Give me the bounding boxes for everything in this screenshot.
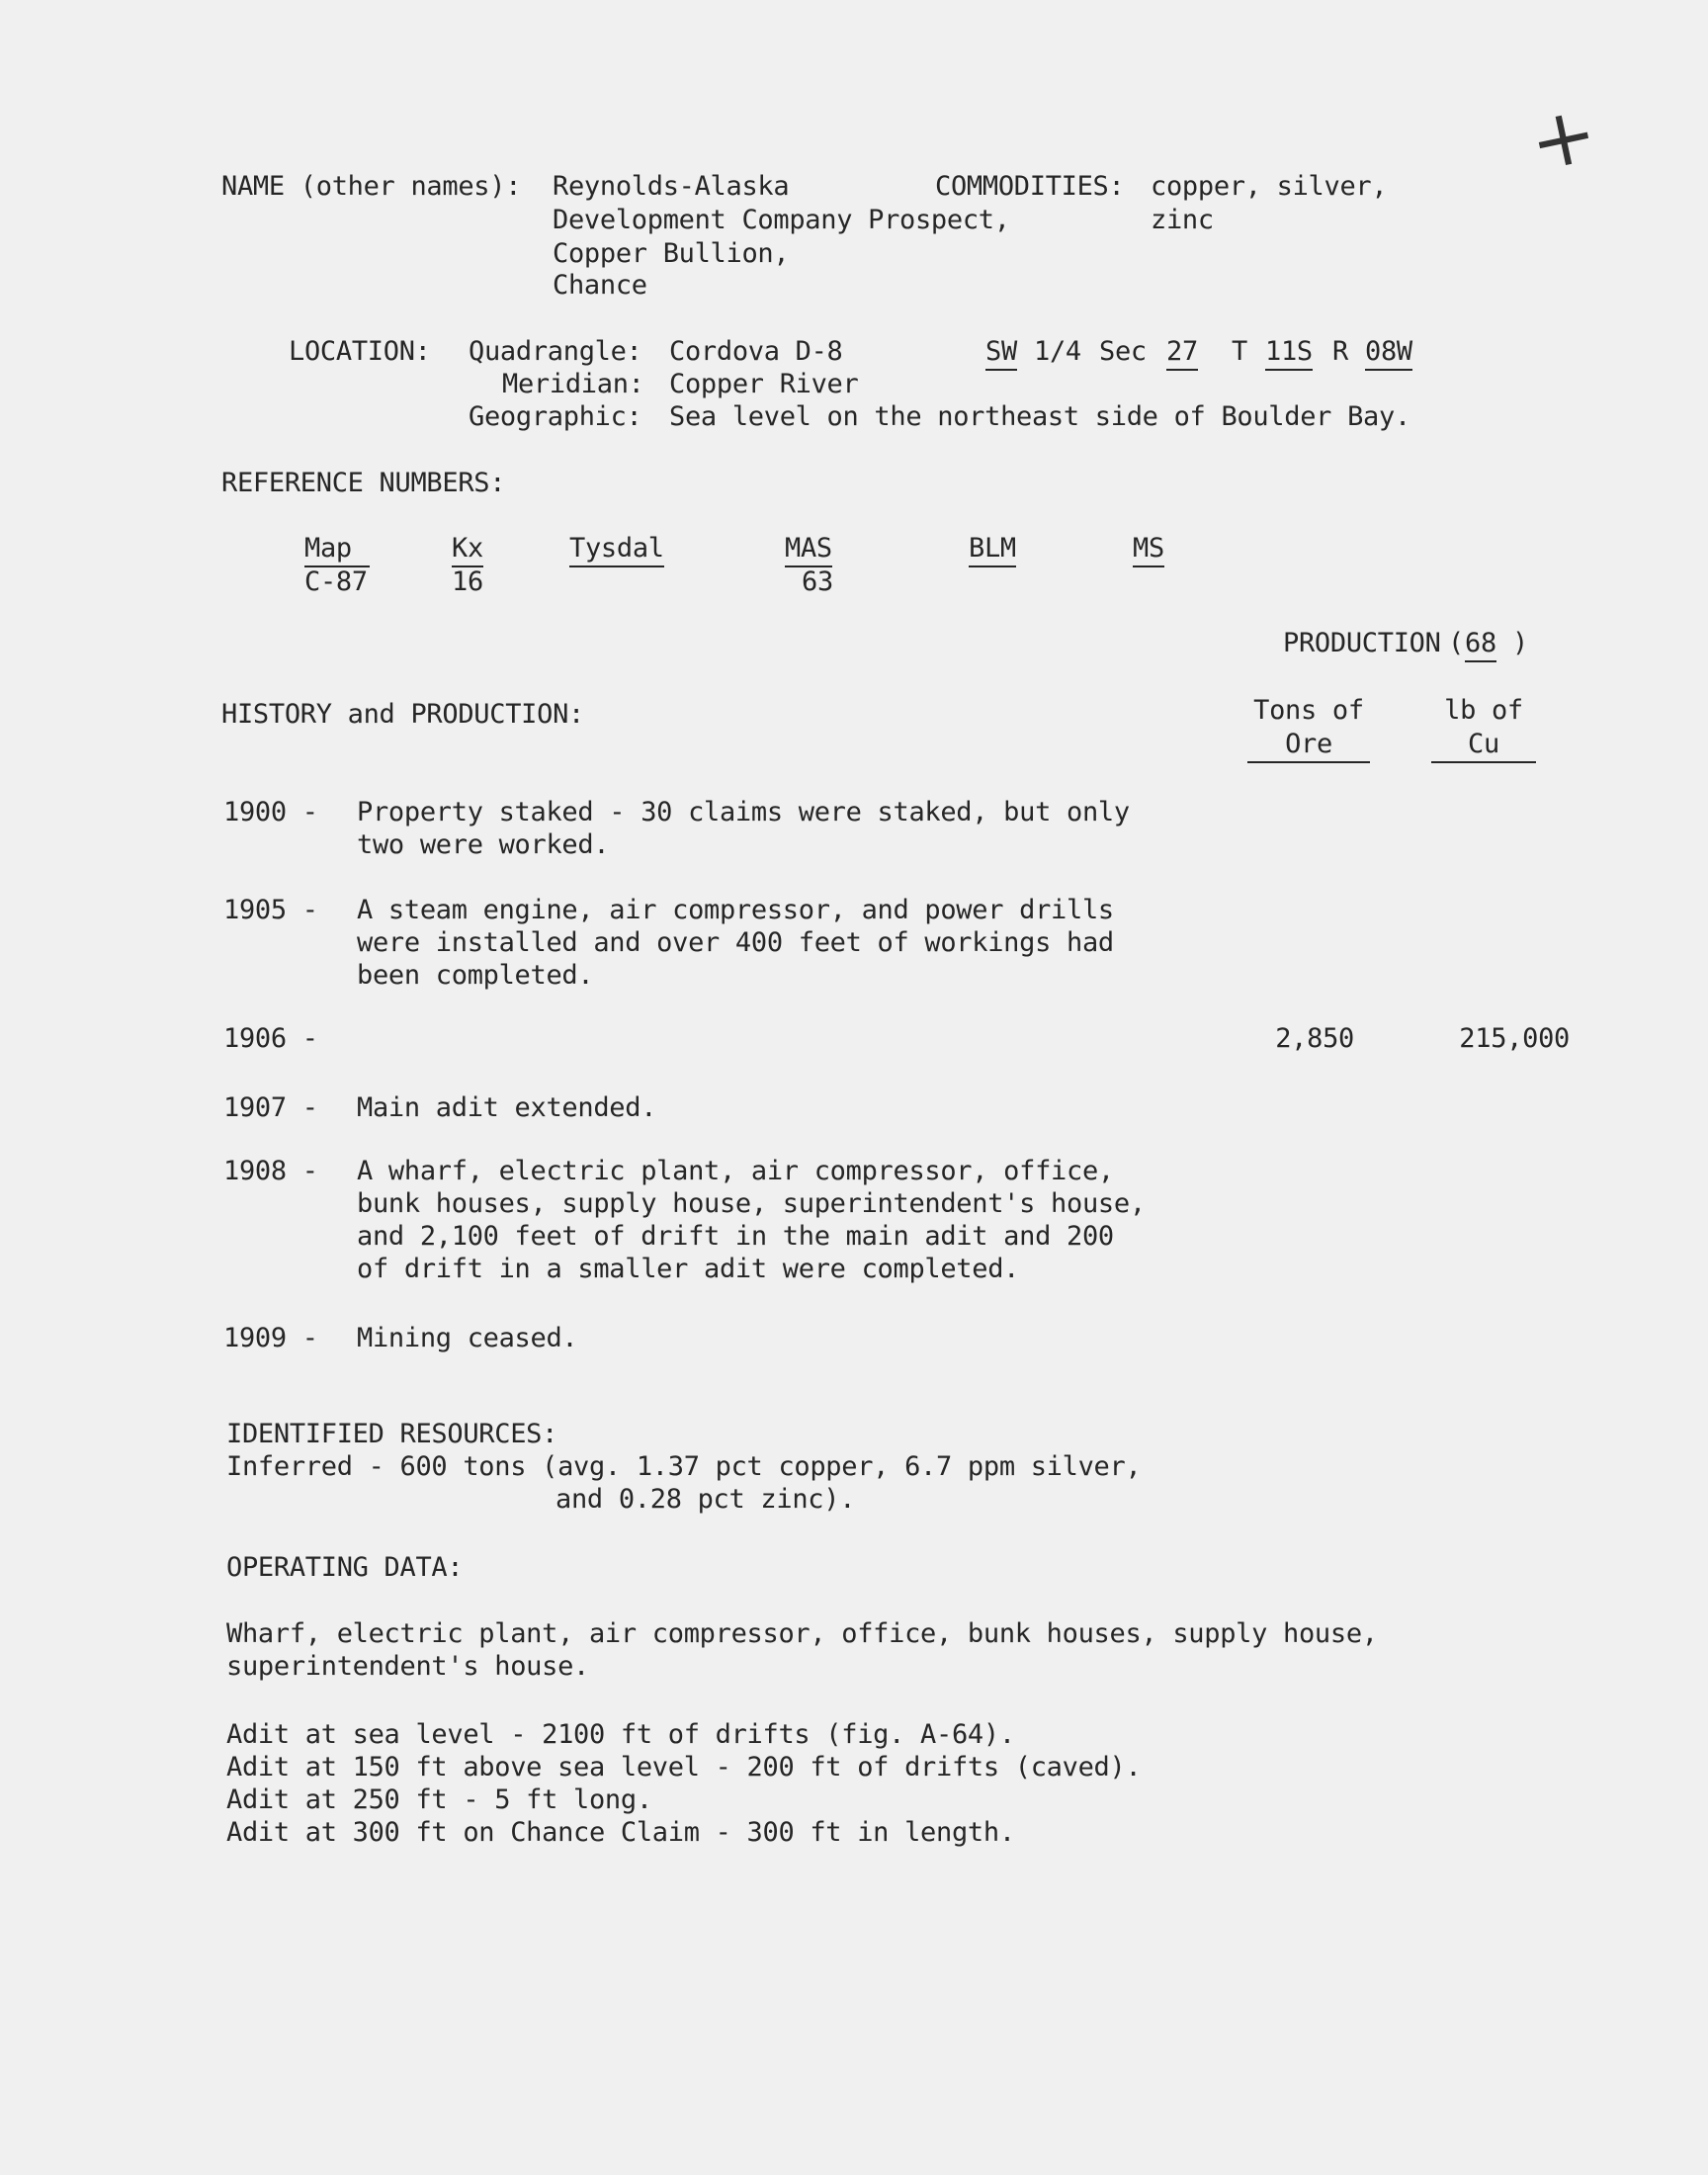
tons-value: 2,850 bbox=[1275, 1023, 1354, 1054]
name-label: NAME (other names): bbox=[221, 171, 522, 202]
lb-header-rule bbox=[1431, 761, 1536, 763]
name-line: Reynolds-Alaska bbox=[553, 171, 790, 202]
history-line: were installed and over 400 feet of workings had bbox=[357, 927, 1114, 958]
history-line: Main adit extended. bbox=[357, 1092, 657, 1123]
adit-line: Adit at 250 ft - 5 ft long. bbox=[226, 1784, 652, 1815]
commodities-line: zinc bbox=[1151, 205, 1214, 235]
adit-line: Adit at 300 ft on Chance Claim - 300 ft in length. bbox=[226, 1817, 1015, 1848]
ref-map-value: C-87 bbox=[304, 566, 368, 597]
ref-blm-header: BLM bbox=[969, 532, 1016, 567]
history-year: 1905 - bbox=[223, 895, 318, 925]
production-paren-close: ) bbox=[1512, 628, 1528, 658]
tons-header-line: Ore bbox=[1285, 729, 1332, 759]
resources-line: Inferred - 600 tons (avg. 1.37 pct copper, 6.7 ppm silver, bbox=[226, 1451, 1142, 1482]
history-year: 1909 - bbox=[223, 1323, 318, 1353]
quarter-suffix: 1/4 bbox=[1034, 336, 1081, 367]
quadrangle-value: Cordova D-8 bbox=[669, 336, 843, 367]
tons-header-line: Tons of bbox=[1253, 695, 1364, 726]
adit-line: Adit at 150 ft above sea level - 200 ft of drifts (caved). bbox=[226, 1752, 1142, 1783]
history-line: A steam engine, air compressor, and power drills bbox=[357, 895, 1114, 925]
history-year: 1906 - bbox=[223, 1023, 318, 1054]
reference-label: REFERENCE NUMBERS: bbox=[221, 468, 506, 498]
history-line: A wharf, electric plant, air compressor, office, bbox=[357, 1156, 1114, 1186]
commodities-label: COMMODITIES: bbox=[935, 171, 1125, 202]
township-label: T bbox=[1232, 336, 1247, 367]
section-label: Sec bbox=[1099, 336, 1147, 367]
township-value: 11S bbox=[1265, 335, 1313, 371]
ref-tysdal-header: Tysdal bbox=[569, 532, 664, 567]
ref-map-header: Map bbox=[304, 532, 370, 567]
resources-line: and 0.28 pct zinc). bbox=[555, 1484, 856, 1515]
section-value: 27 bbox=[1166, 335, 1198, 371]
history-label: HISTORY and PRODUCTION: bbox=[221, 699, 584, 730]
operating-line: superintendent's house. bbox=[226, 1651, 589, 1682]
ref-kx-header: Kx bbox=[452, 532, 483, 567]
ref-ms-header: MS bbox=[1133, 532, 1164, 567]
ref-mas-value: 63 bbox=[802, 566, 833, 597]
history-line: bunk houses, supply house, superintendent's house, bbox=[357, 1188, 1146, 1219]
resources-label: IDENTIFIED RESOURCES: bbox=[226, 1419, 558, 1449]
lb-header-line: Cu bbox=[1468, 729, 1499, 759]
history-line: and 2,100 feet of drift in the main adit and 200 bbox=[357, 1221, 1114, 1252]
history-year: 1900 - bbox=[223, 797, 318, 827]
history-year: 1908 - bbox=[223, 1156, 318, 1186]
range-value: 08W bbox=[1365, 335, 1412, 371]
meridian-value: Copper River bbox=[669, 369, 859, 399]
range-label: R bbox=[1332, 336, 1348, 367]
corner-mark: + bbox=[1520, 86, 1605, 190]
operating-label: OPERATING DATA: bbox=[226, 1552, 464, 1583]
location-label: LOCATION: bbox=[289, 336, 431, 367]
geographic-value: Sea level on the northeast side of Boulder Bay. bbox=[669, 401, 1410, 432]
operating-line: Wharf, electric plant, air compressor, office, bunk houses, supply house, bbox=[226, 1618, 1378, 1649]
meridian-label: Meridian: bbox=[502, 369, 644, 399]
name-line: Copper Bullion, bbox=[553, 238, 790, 269]
history-line: of drift in a smaller adit were completed. bbox=[357, 1254, 1020, 1284]
quarter-value: SW bbox=[985, 335, 1017, 371]
lb-value: 215,000 bbox=[1459, 1023, 1570, 1054]
production-ref: 68 bbox=[1465, 627, 1496, 662]
history-line: Property staked - 30 claims were staked, but only bbox=[357, 797, 1130, 827]
name-line: Chance bbox=[553, 270, 647, 301]
ref-kx-value: 16 bbox=[452, 566, 483, 597]
adit-line: Adit at sea level - 2100 ft of drifts (fig. A-64). bbox=[226, 1719, 1015, 1750]
history-line: Mining ceased. bbox=[357, 1323, 578, 1353]
history-line: been completed. bbox=[357, 960, 594, 991]
commodities-line: copper, silver, bbox=[1151, 171, 1388, 202]
tons-header-rule bbox=[1247, 761, 1370, 763]
history-line: two were worked. bbox=[357, 829, 610, 860]
production-paren-open: ( bbox=[1448, 628, 1464, 658]
production-label: PRODUCTION bbox=[1283, 628, 1441, 658]
geographic-label: Geographic: bbox=[469, 401, 642, 432]
quadrangle-label: Quadrangle: bbox=[469, 336, 642, 367]
ref-mas-header: MAS bbox=[785, 532, 832, 567]
lb-header-line: lb of bbox=[1444, 695, 1523, 726]
name-line: Development Company Prospect, bbox=[553, 205, 1010, 235]
history-year: 1907 - bbox=[223, 1092, 318, 1123]
